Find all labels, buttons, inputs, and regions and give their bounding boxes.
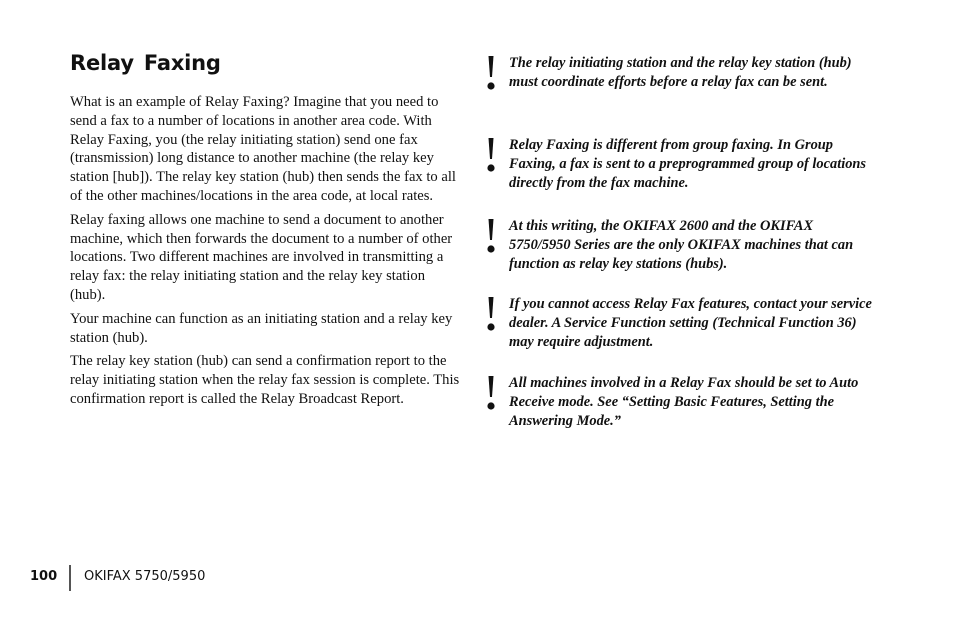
- footer-divider: [69, 565, 71, 591]
- note-callout: [484, 217, 876, 273]
- paragraph: What is an example of Relay Faxing? Imagine that you need to send a fax to a number of locations in another area code. With Relay Faxing, you (the relay initiating station) send one fax (transmission) long distance to another machine (the relay key station [hub]). The relay key station (hub) then sends the fax to all of the other machines/locations in the area code, at local rates.: [70, 94, 456, 204]
- body-text: [70, 93, 462, 414]
- note-text: The relay initiating station and the relay key station (hub) must coordinate efforts before a relay fax can be sent.: [509, 55, 852, 90]
- note-callout: [484, 374, 876, 430]
- page-title: Relay Faxing: [70, 51, 221, 75]
- exclamation-icon: [484, 295, 498, 333]
- note-text: If you cannot access Relay Fax features, contact your service dealer. A Service Function setting (Technical Function 36) may require adjustment.: [509, 296, 872, 350]
- footer-product-name: OKIFAX 5750/5950: [84, 569, 206, 584]
- note-text: At this writing, the OKIFAX 2600 and the OKIFAX 5750/5950 Series are the only OKIFAX machines that can function as relay key stations (hubs).: [509, 218, 854, 272]
- paragraph: Relay faxing allows one machine to send a document to another machine, which then forwards the document to a number of other locations. Two different machines are involved in transmitting a relay fax: the relay initiating station and the relay key station (hub).: [70, 211, 453, 303]
- note-callout: [484, 295, 876, 351]
- exclamation-icon: [484, 374, 498, 412]
- note-text: All machines involved in a Relay Fax should be set to Auto Receive mode. See “Setting Basic Features, Setting the Answering Mode.”: [509, 375, 859, 429]
- page-number: 100: [30, 569, 58, 584]
- paragraph: Your machine can function as an initiating station and a relay key station (hub).: [70, 310, 453, 346]
- exclamation-icon: [484, 217, 498, 255]
- exclamation-icon: [484, 54, 498, 92]
- note-text: Relay Faxing is different from group faxing. In Group Faxing, a fax is sent to a preprogrammed group of locations directly from the fax machine.: [509, 137, 866, 191]
- note-callout: [484, 136, 876, 192]
- paragraph: The relay key station (hub) can send a confirmation report to the relay initiating station when the relay fax session is complete. This confirmation report is called the Relay Broadcast Report.: [70, 353, 460, 407]
- exclamation-icon: [484, 136, 498, 174]
- note-callout: [484, 54, 876, 92]
